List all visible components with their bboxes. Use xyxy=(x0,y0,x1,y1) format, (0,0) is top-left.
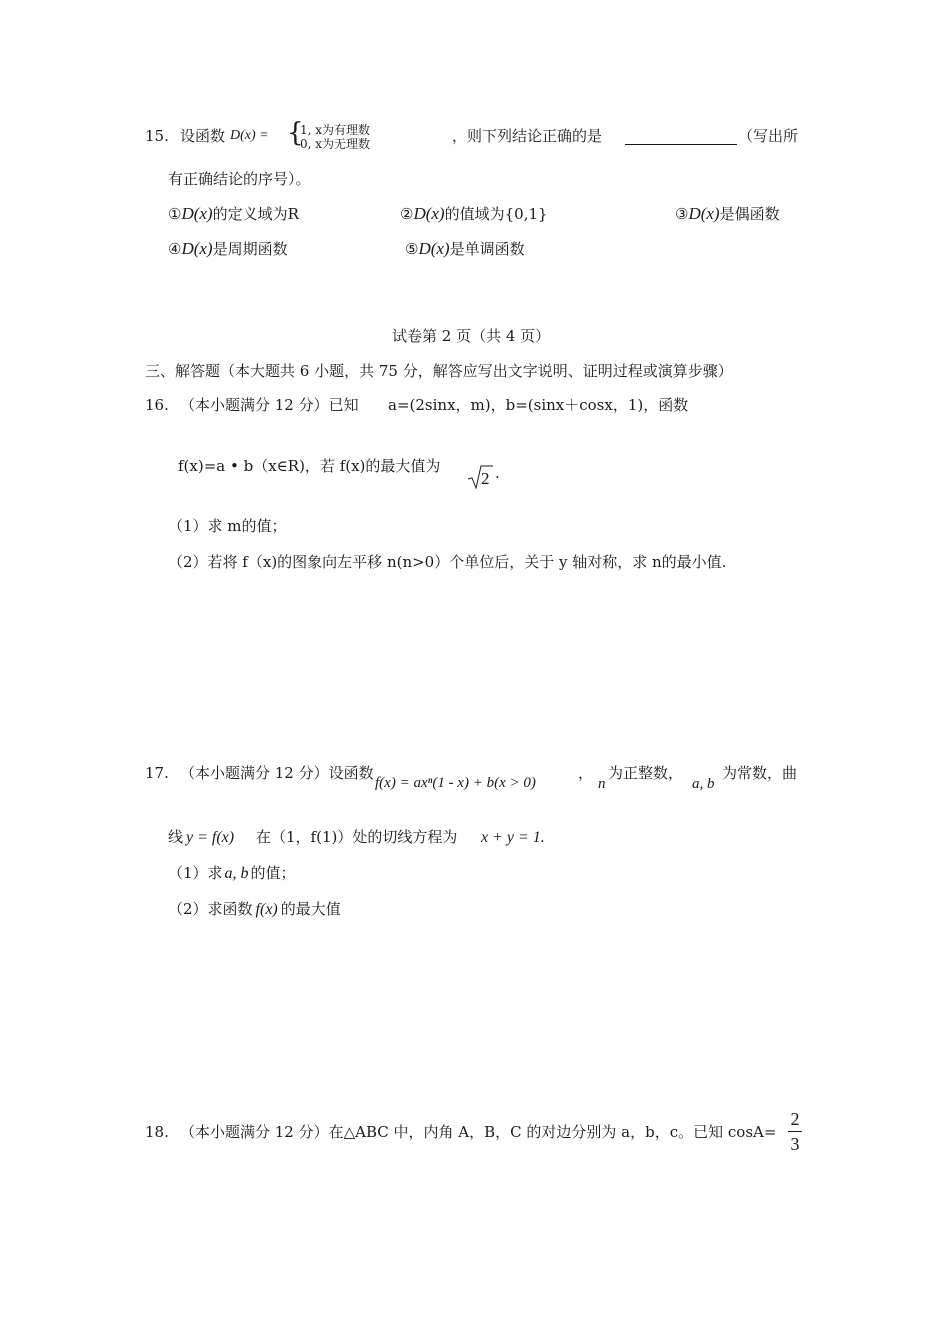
q16-line2: f(x)=a • b（x∈R)，若 f(x)的最大值为 xyxy=(178,457,441,475)
q17-ab: a, b xyxy=(692,776,715,792)
q15-option-5 xyxy=(405,240,525,257)
q17-line2-mid: 在（1，f(1)）处的切线方程为 xyxy=(256,828,458,846)
q17-n-var: n xyxy=(598,776,606,792)
q16-line1: （本小题满分 12 分）已知 xyxy=(180,396,359,414)
q15-option-3 xyxy=(675,205,780,222)
q17-line1: （本小题满分 12 分）设函数 xyxy=(180,764,374,782)
q17-line2-pre: 线 xyxy=(168,828,184,846)
option-mark: ① xyxy=(168,205,182,223)
fraction-numerator: 2 xyxy=(790,1109,800,1129)
q18-fraction xyxy=(788,1110,802,1153)
q17-sub2-pre: （2）求函数 xyxy=(168,900,253,918)
option-text: 是偶函数 xyxy=(719,205,780,223)
option-text: 的值域为{0,1} xyxy=(444,205,548,223)
option-fn: D(x) xyxy=(688,204,720,223)
q17-comma: ， xyxy=(578,764,594,782)
q17-sub2-var: f(x) xyxy=(255,901,278,918)
q17-sub2-post: 的最大值 xyxy=(280,900,341,918)
section-heading: 三、解答题（本大题共 6 小题，共 75 分，解答应写出文字说明、证明过程或演算步骤） xyxy=(145,362,733,380)
fraction-denominator: 3 xyxy=(790,1134,800,1154)
q15-option-1 xyxy=(168,205,299,222)
q15-option-4 xyxy=(168,240,288,257)
q16-period: . xyxy=(495,464,500,482)
option-fn: D(x) xyxy=(181,239,213,258)
option-mark: ⑤ xyxy=(405,240,419,258)
q17-tangent: x + y = 1. xyxy=(481,829,545,846)
q15-case-rational: 1, x为有理数 xyxy=(300,123,371,137)
option-fn: D(x) xyxy=(181,204,213,223)
q17-sub1-post: 的值； xyxy=(250,864,296,882)
option-fn: D(x) xyxy=(418,239,450,258)
q17-formula: f(x) = axⁿ(1 - x) + b(x > 0) xyxy=(375,775,536,791)
q16-vectors: a=(2sinx，m)，b=(sinx＋cosx，1)，函数 xyxy=(388,396,689,414)
q17-ab-text: 为常数，曲 xyxy=(722,764,798,782)
q15-piecewise-brace: { xyxy=(287,118,304,148)
option-text: 的定义域为R xyxy=(212,205,299,223)
fraction-bar xyxy=(788,1131,802,1132)
option-mark: ③ xyxy=(675,205,689,223)
q15-option-2 xyxy=(400,205,548,222)
q16-sub1: （1）求 m的值； xyxy=(168,517,287,535)
q17-curve: y = f(x) xyxy=(186,829,235,846)
q15-tail-text: （写出所 xyxy=(738,127,799,145)
option-text: 是周期函数 xyxy=(212,240,288,258)
sqrt-radicand: 2 xyxy=(481,469,490,488)
q17-sub2 xyxy=(168,902,341,918)
option-fn: D(x) xyxy=(413,204,445,223)
q16-number: 16. xyxy=(145,396,169,414)
q15-function-name: D(x) = xyxy=(230,128,269,143)
q15-case-irrational: 0, x为无理数 xyxy=(300,137,371,151)
q18-text: （本小题满分 12 分）在△ABC 中，内角 A，B，C 的对边分别为 a，b，c。已知 cosA= xyxy=(180,1123,777,1141)
option-text: 是单调函数 xyxy=(449,240,525,258)
q17-sub1 xyxy=(168,866,296,882)
option-mark: ④ xyxy=(168,240,182,258)
q15-answer-blank[interactable] xyxy=(625,144,737,145)
q16-sub2: （2）若将 f（x)的图象向左平移 n(n>0）个单位后，关于 y 轴对称，求 n的最小值. xyxy=(168,553,727,571)
page-footer: 试卷第 2 页（共 4 页） xyxy=(392,327,551,345)
q17-sub1-pre: （1）求 xyxy=(168,864,223,882)
q15-after-text: ，则下列结论正确的是 xyxy=(452,127,603,145)
q18-number: 18. xyxy=(145,1123,169,1141)
q15-line2: 有正确结论的序号）。 xyxy=(168,170,311,188)
q15-lead: 设函数 xyxy=(180,127,226,145)
q17-n-text: 为正整数， xyxy=(608,764,684,782)
q17-sub1-var: a, b xyxy=(224,865,249,882)
q16-sqrt-value xyxy=(467,464,493,494)
q15-number: 15. xyxy=(145,127,169,145)
option-mark: ② xyxy=(400,205,414,223)
q17-number: 17. xyxy=(145,764,169,782)
